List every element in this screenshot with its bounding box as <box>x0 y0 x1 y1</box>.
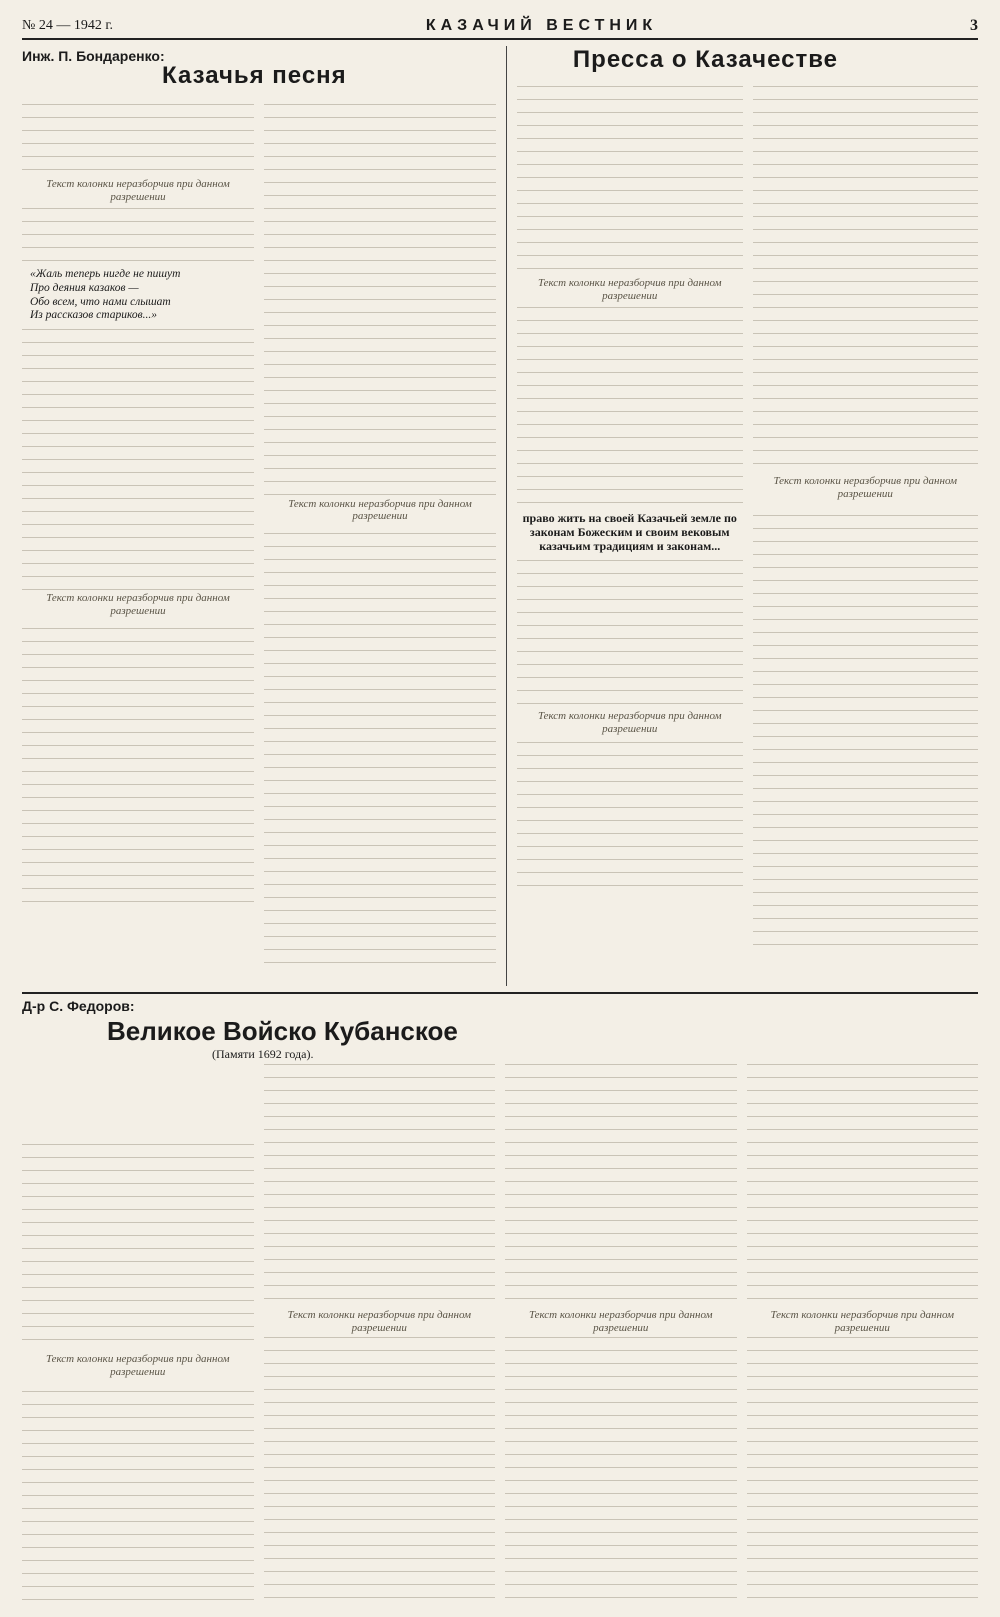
article-columns <box>22 98 496 974</box>
column-text-block <box>517 560 743 890</box>
bottom-column-3 <box>505 1058 737 1598</box>
unreadable-note: Текст колонки неразборчив при данном разрешении <box>22 1351 254 1380</box>
article-column-1 <box>517 80 743 946</box>
column-text-block <box>505 1064 737 1604</box>
page-number: 3 <box>970 17 978 34</box>
bottom-column-4 <box>747 1058 979 1598</box>
column-text-block <box>264 104 496 974</box>
bottom-column-1 <box>22 1138 254 1598</box>
top-section <box>22 46 978 986</box>
unreadable-note: Текст колонки неразборчив при данном разрешении <box>753 473 979 503</box>
column-text-block <box>22 104 254 264</box>
article-title: Пресса о Казачестве <box>572 46 838 73</box>
section-divider <box>22 992 978 994</box>
article-byline: Инж. П. Бондаренко: <box>22 48 165 64</box>
column-text-block <box>22 329 254 909</box>
unreadable-note: Текст колонки неразборчив при данном разрешении <box>264 1307 496 1336</box>
bottom-article-columns <box>22 1058 978 1598</box>
article-subtitle: (Памяти 1692 года). <box>212 1047 314 1061</box>
article-column-1 <box>22 98 254 974</box>
article-columns <box>517 80 978 946</box>
bottom-column-2 <box>264 1058 496 1598</box>
unreadable-note: Текст колонки неразборчив при данном разрешении <box>22 176 254 206</box>
unreadable-note: Текст колонки неразборчив при данном разрешении <box>517 275 743 305</box>
column-text-block <box>517 86 743 506</box>
column-text-block <box>22 1144 254 1604</box>
unreadable-note: Текст колонки неразборчив при данном разрешении <box>264 496 496 526</box>
article-kazachya-pesnya <box>22 46 507 986</box>
article-pressa <box>507 46 978 986</box>
article-column-2 <box>753 80 979 946</box>
article-title: Казачья песня <box>162 62 347 89</box>
article-byline: Д-р С. Федоров: <box>22 998 135 1014</box>
column-text-block <box>747 1064 979 1604</box>
issue-info: № 24 — 1942 г. <box>22 18 114 33</box>
article-poem: «Жаль теперь нигде не пишут Про деяния казаков — Обо всем, что нами слышат Из рассказов стариков...» <box>30 268 181 322</box>
unreadable-note: Текст колонки неразборчив при данном разрешении <box>505 1307 737 1336</box>
unreadable-note: Текст колонки неразборчив при данном разрешении <box>747 1307 979 1336</box>
newspaper-title: КАЗАЧИЙ ВЕСТНИК <box>425 17 658 34</box>
page-header <box>22 14 978 40</box>
column-text-block <box>264 1064 496 1604</box>
column-text-block <box>753 86 979 946</box>
unreadable-note: Текст колонки неразборчив при данном разрешении <box>22 590 254 620</box>
article-emphasis: право жить на своей Казачьей земле по законам Божеским и своим вековым казачьим традициям и законам... <box>522 511 737 553</box>
unreadable-note: Текст колонки неразборчив при данном разрешении <box>517 708 743 738</box>
article-title: Великое Войско Кубанское <box>107 1016 458 1046</box>
article-column-2 <box>264 98 496 974</box>
